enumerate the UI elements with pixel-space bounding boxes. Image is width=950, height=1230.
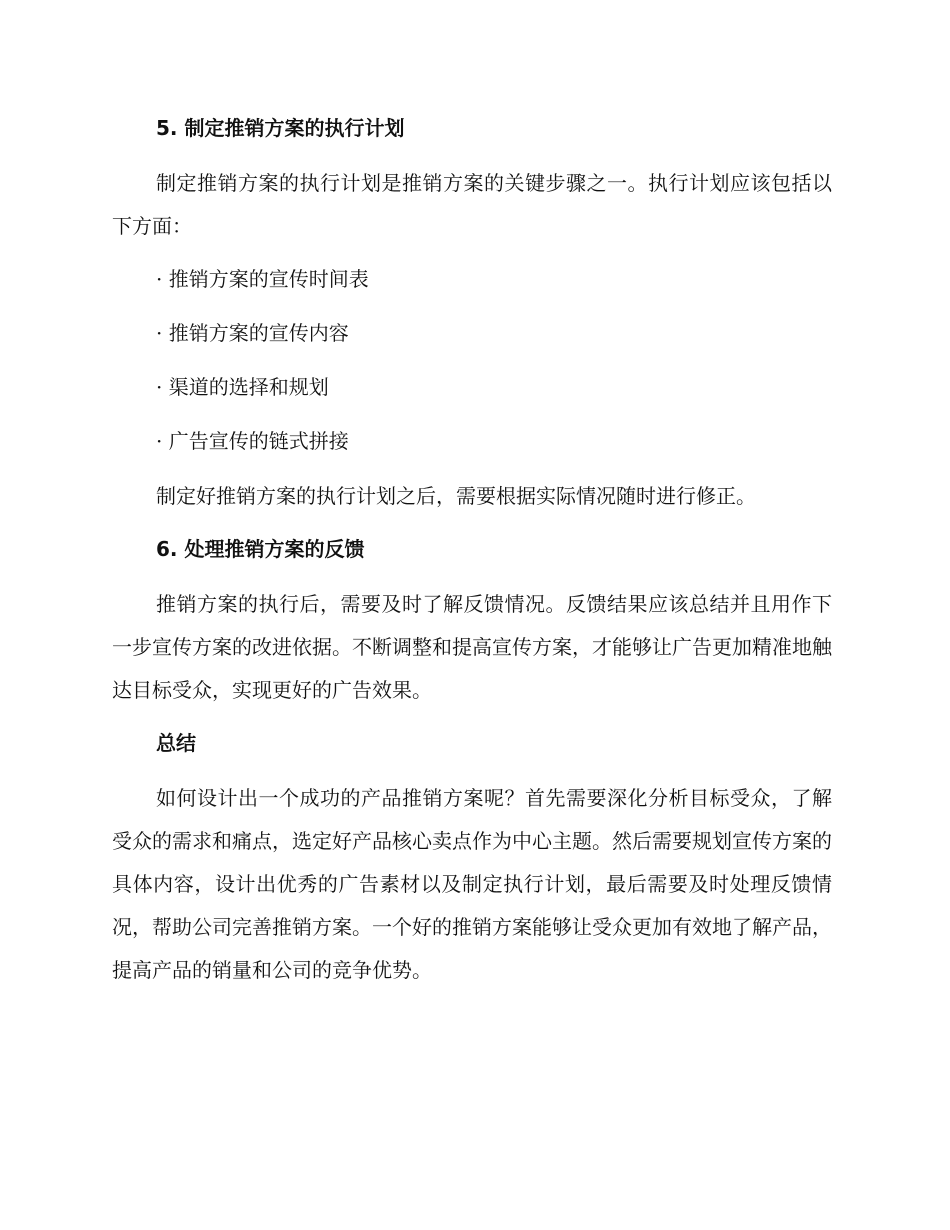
list-item: · 推销方案的宣传时间表 [156,267,369,291]
list-item: · 广告宣传的链式拼接 [156,429,349,453]
section-5-intro: 制定推销方案的执行计划是推销方案的关键步骤之一。执行计划应该包括以下方面： [112,171,832,238]
summary-heading: 总结 [156,731,196,755]
list-item: · 推销方案的宣传内容 [156,321,349,345]
section-5-closing: 制定好推销方案的执行计划之后，需要根据实际情况随时进行修正。 [156,484,756,508]
document-content [112,108,832,1003]
section-6-body: 推销方案的执行后，需要及时了解反馈情况。反馈结果应该总结并且用作下一步宣传方案的改进依据。不断调整和提高宣传方案，才能够让广告更加精准地触达目标受众，实现更好的广告效果。 [112,592,832,702]
execution-plan-list [112,259,832,461]
list-item: · 渠道的选择和规划 [156,375,329,399]
section-6-heading: 6. 处理推销方案的反馈 [156,537,365,561]
summary-body: 如何设计出一个成功的产品推销方案呢？首先需要深化分析目标受众，了解受众的需求和痛点，选定好产品核心卖点作为中心主题。然后需要规划宣传方案的具体内容，设计出优秀的广告素材以及制定执行计划，最后需要及时处理反馈情况，帮助公司完善推销方案。一个好的推销方案能够让受众更加有效地了解产品，提高产品的销量和公司的竞争优势。 [112,786,832,982]
section-5-heading: 5. 制定推销方案的执行计划 [156,116,405,140]
